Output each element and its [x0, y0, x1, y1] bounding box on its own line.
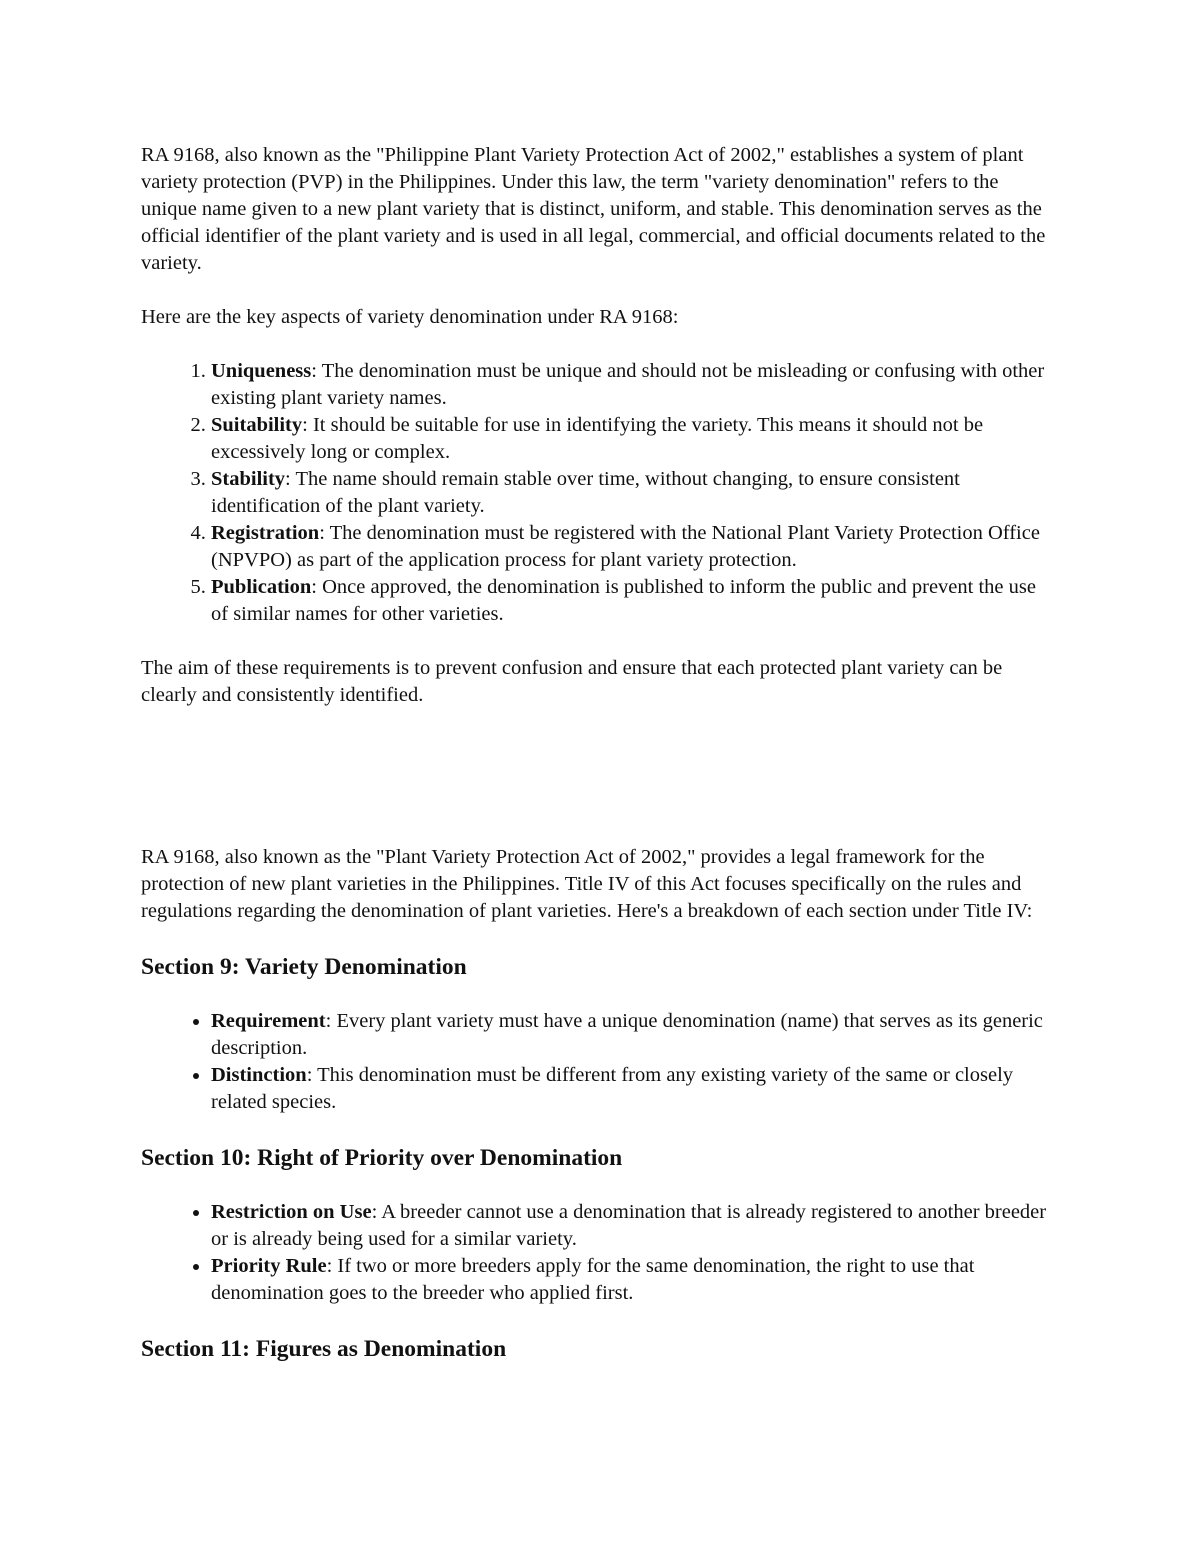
- list-item-distinction: [211, 1062, 1056, 1116]
- term-label: Stability: [211, 468, 286, 490]
- term-description: : This denomination must be different from any existing variety of the same or closely related species.: [211, 1064, 1014, 1113]
- list-item-stability: [211, 466, 1056, 520]
- list-item-suitability: [211, 412, 1056, 466]
- conclusion-paragraph: The aim of these requirements is to prevent confusion and ensure that each protected plant variety can be clearly and consistently identified.: [141, 657, 1003, 706]
- title-iv-intro-paragraph: RA 9168, also known as the "Plant Variety Protection Act of 2002," provides a legal framework for the protection of new plant varieties in the Philippines. Title IV of this Act focuses specifically on the rules and regulations regarding the denomination of plant varieties. Here's a breakdown of each section under Title IV:: [141, 846, 1033, 922]
- term-description: : If two or more breeders apply for the same denomination, the right to use that denomination goes to the breeder who applied first.: [211, 1255, 975, 1304]
- list-item-registration: [211, 520, 1056, 574]
- list-item-uniqueness: [211, 358, 1056, 412]
- section-9-heading: Section 9: Variety Denomination: [141, 954, 467, 980]
- term-description: : The denomination must be unique and should not be misleading or confusing with other existing plant variety names.: [211, 360, 1045, 409]
- intro-paragraph: RA 9168, also known as the "Philippine Plant Variety Protection Act of 2002," establishes a system of plant variety protection (PVP) in the Philippines. Under this law, the term "variety denomination" refers to the unique name given to a new plant variety that is distinct, uniform, and stable. This denomination serves as the official identifier of the plant variety and is used in all legal, commercial, and official documents related to the variety.: [141, 144, 1046, 274]
- term-description: : It should be suitable for use in identifying the variety. This means it should not be excessively long or complex.: [211, 414, 984, 463]
- section-10-list: [141, 1199, 1056, 1307]
- list-item-priority-rule: [211, 1253, 1056, 1307]
- term-description: : The name should remain stable over time, without changing, to ensure consistent identification of the plant variety.: [211, 468, 960, 517]
- list-item-requirement: [211, 1008, 1056, 1062]
- section-spacer: [141, 709, 1056, 844]
- term-label: Registration: [211, 522, 320, 544]
- term-description: : A breeder cannot use a denomination that is already registered to another breeder or is already being used for a similar variety.: [211, 1201, 1047, 1250]
- aspects-list: [141, 358, 1056, 628]
- term-description: : The denomination must be registered with the National Plant Variety Protection Office (NPVPO) as part of the application process for plant variety protection.: [211, 522, 1040, 571]
- term-label: Suitability: [211, 414, 303, 436]
- section-10-heading: Section 10: Right of Priority over Denomination: [141, 1145, 623, 1171]
- term-label: Restriction on Use: [211, 1201, 372, 1223]
- term-label: Distinction: [211, 1064, 307, 1086]
- term-label: Uniqueness: [211, 360, 312, 382]
- term-label: Priority Rule: [211, 1255, 327, 1277]
- term-description: : Once approved, the denomination is published to inform the public and prevent the use of similar names for other varieties.: [211, 576, 1036, 625]
- term-label: Requirement: [211, 1010, 326, 1032]
- document-page: [141, 142, 1056, 1390]
- aspects-lead-in: Here are the key aspects of variety denomination under RA 9168:: [141, 306, 679, 328]
- list-item-restriction-on-use: [211, 1199, 1056, 1253]
- section-9-list: [141, 1008, 1056, 1116]
- term-label: Publication: [211, 576, 312, 598]
- section-11-heading: Section 11: Figures as Denomination: [141, 1336, 507, 1362]
- term-description: : Every plant variety must have a unique denomination (name) that serves as its generic description.: [211, 1010, 1043, 1059]
- list-item-publication: [211, 574, 1056, 628]
